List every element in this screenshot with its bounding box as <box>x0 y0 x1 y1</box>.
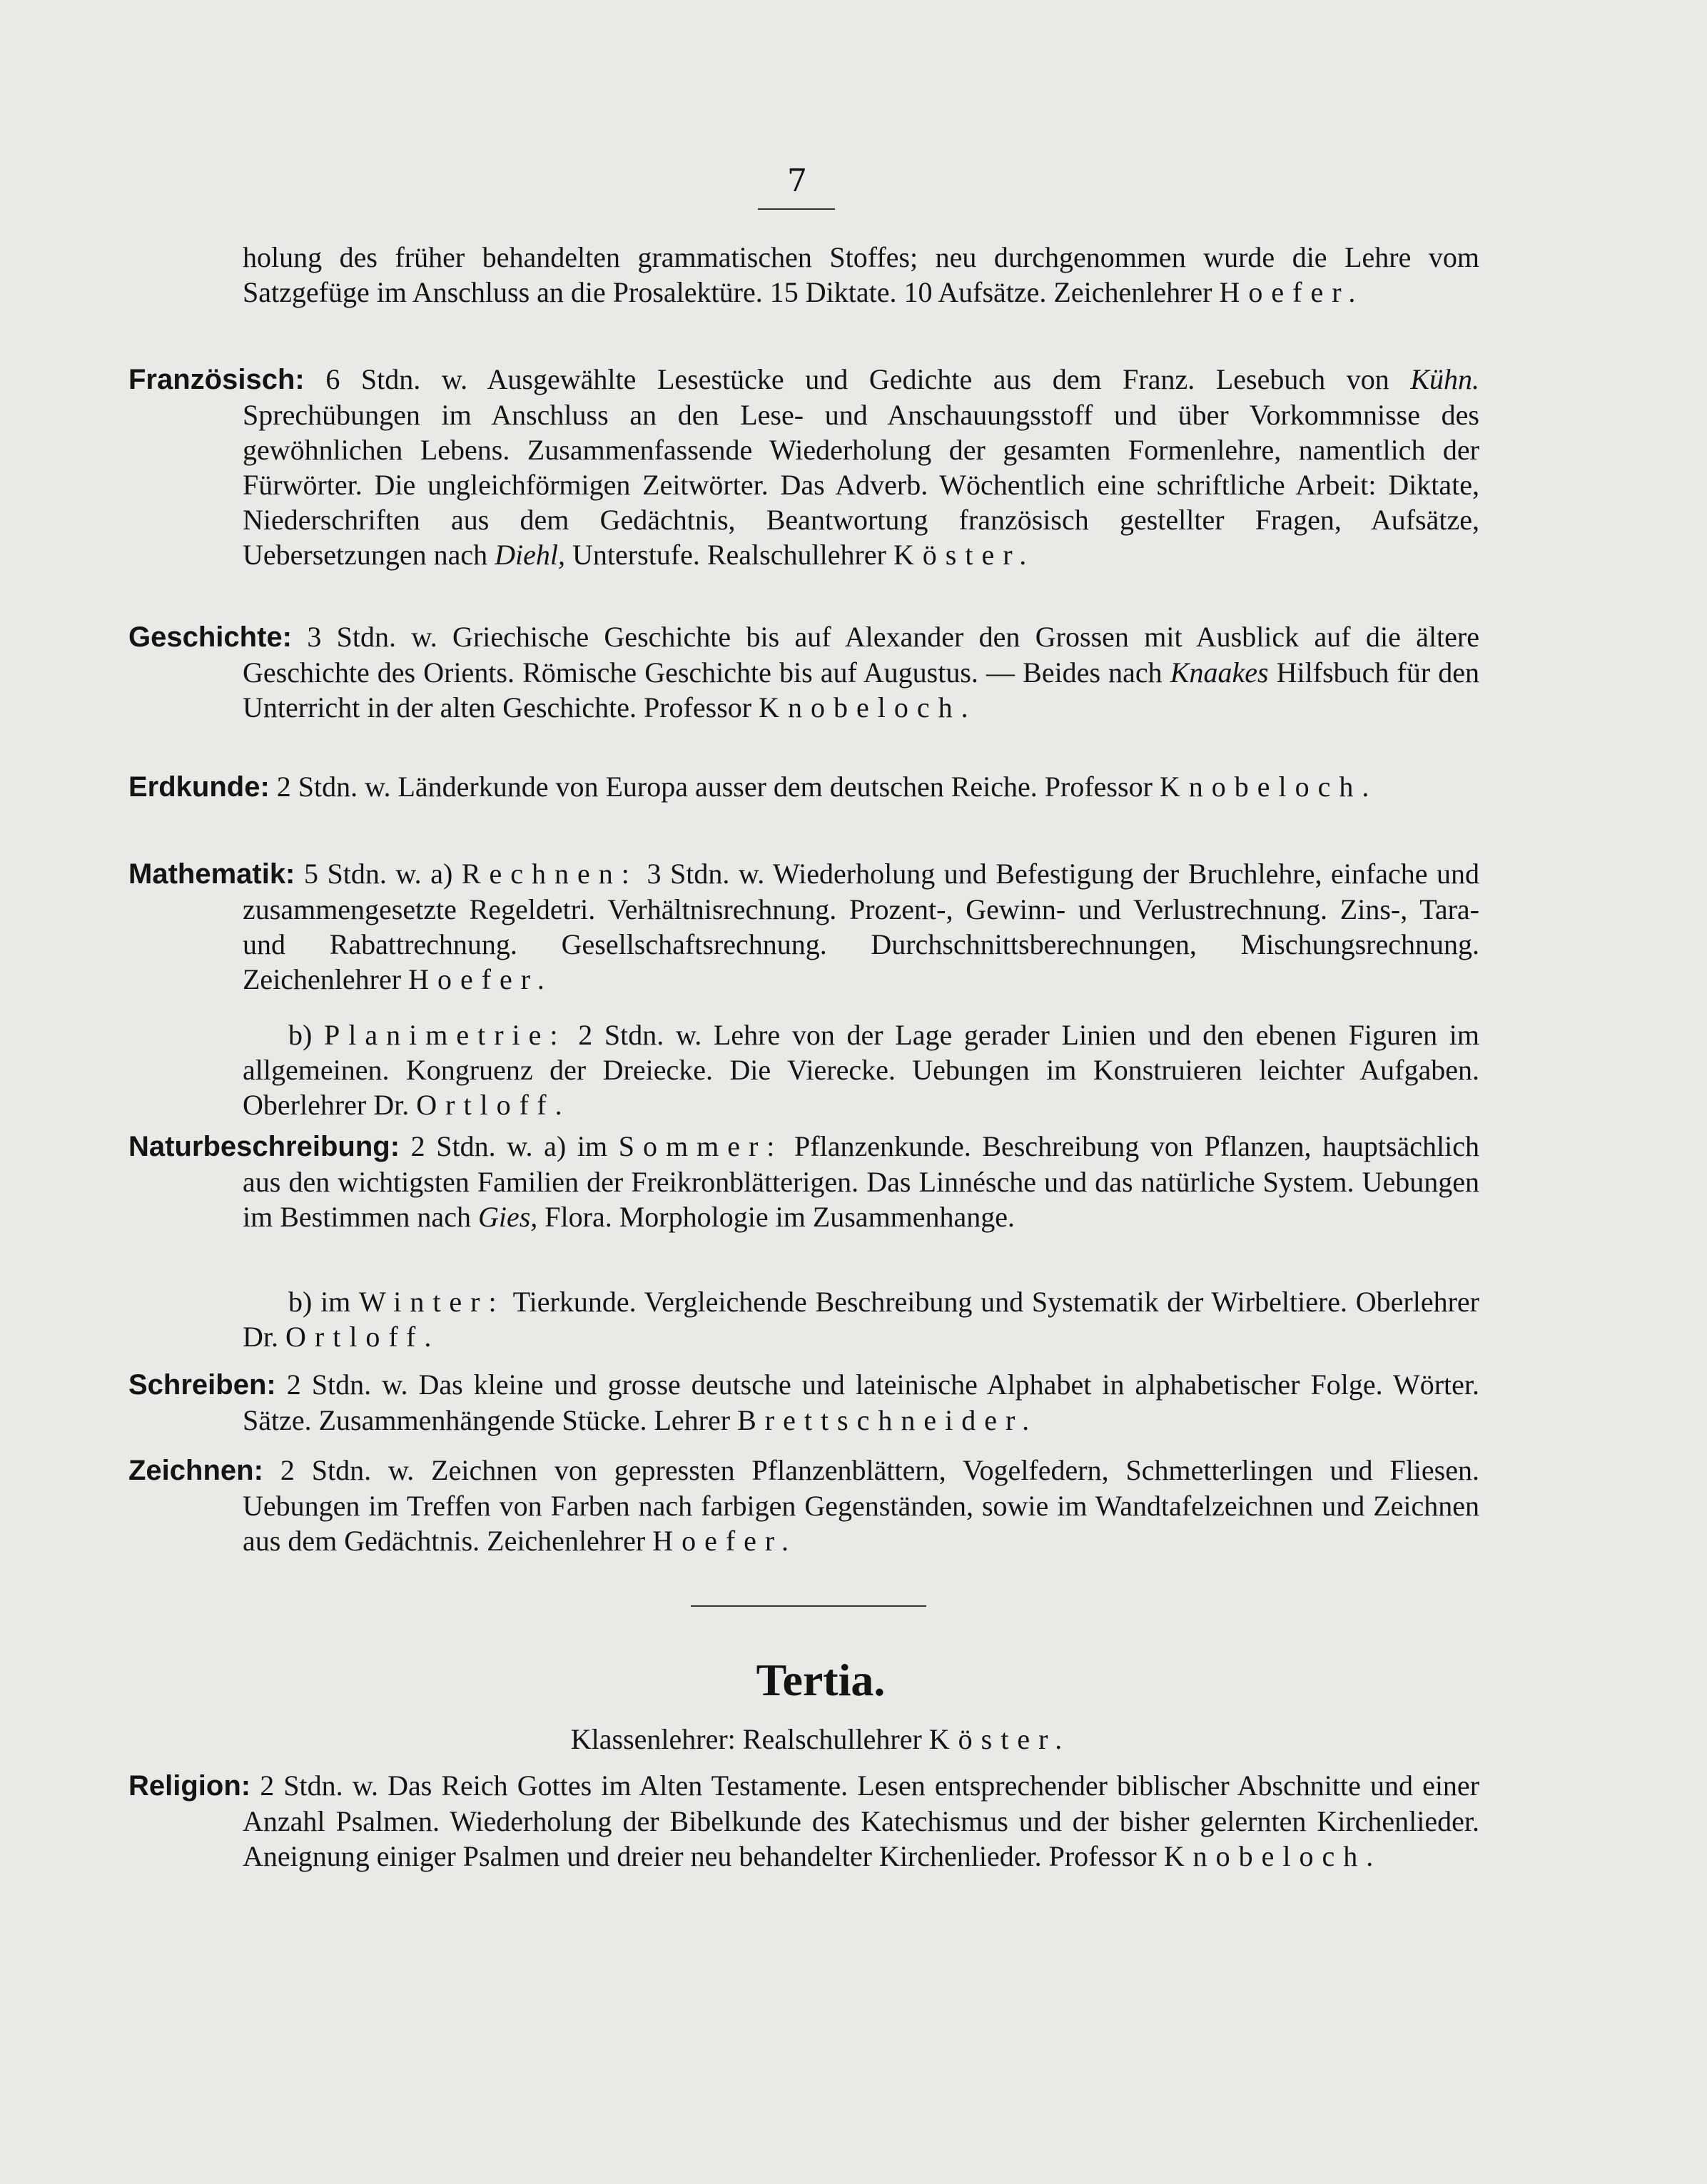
klassenlehrer-line <box>500 1722 1142 1756</box>
section-mathematik <box>128 856 1479 997</box>
section-text: Sprechübungen im Anschluss an den Lese- und Anschauungsstoff und über Vorkommnisse des gewöhnlichen Lebens. Zusammenfassende Wiederholung der gesamten Formenlehre, namentlich der Fürwörter. Die ungleichförmigen Zeitwörter. Das Adverb. Wöchentlich eine schriftliche Arbeit: Diktate, Niederschriften aus dem Gedächtnis, Beantwortung französisch gestellter Fragen, Aufsätze, Uebersetzungen nach <box>243 399 1479 571</box>
teacher-name: Ortloff. <box>416 1089 571 1121</box>
section-religion <box>128 1768 1480 1874</box>
section-text: 2 Stdn. w. Das kleine und grosse deutsche und lateinische Alphabet in alphabetischer Folge. Wörter. Sätze. Zusammenhängende Stücke. Lehrer <box>243 1368 1480 1436</box>
teacher-name: Ortloff. <box>285 1321 440 1353</box>
teacher-name: Hoefer. <box>1219 276 1364 308</box>
teacher-name: Köster. <box>928 1723 1071 1755</box>
book-author: Knaakes <box>1170 656 1269 689</box>
section-text: 2 Stdn. w. Länderkunde von Europa ausser dem deutschen Reiche. Professor <box>276 771 1153 803</box>
section-text: Hilfsbuch für den Unterricht in der alten Geschichte. Professor <box>243 656 1480 723</box>
section-heading: Naturbeschreibung: <box>128 1131 400 1162</box>
section-divider <box>691 1605 926 1607</box>
teacher-name: Knobeloch. <box>1159 771 1378 803</box>
book-author: Diehl, <box>495 539 566 571</box>
tertia-title: Tertia. <box>756 1655 886 1705</box>
subtopic-label: Sommer: <box>618 1130 784 1162</box>
section-text: 2 Stdn. w. a) im <box>410 1130 608 1162</box>
section-text: Pflanzenkunde. Beschreibung von Pflanzen, hauptsächlich aus den wichtigsten Familien der Freikronblätterigen. Das Linnésche und das natürliche System. Uebungen im Bestimmen nach <box>243 1130 1480 1233</box>
section-text: Unterstufe. Realschullehrer <box>572 539 886 571</box>
section-text: 3 Stdn. w. Griechische Geschichte bis auf Alexander den Grossen mit Ausblick auf die ältere Geschichte des Orients. Römische Geschichte bis auf Augustus. — Beides nach <box>243 621 1479 689</box>
section-text: 5 Stdn. w. a) <box>303 858 453 890</box>
section-heading: Religion: <box>128 1770 251 1802</box>
section-mathematik-planimetrie <box>243 1017 1479 1122</box>
section-naturbeschreibung-winter <box>243 1284 1479 1354</box>
teacher-name: Knobeloch. <box>759 691 977 723</box>
section-heading: Mathematik: <box>128 858 295 890</box>
page-number: 7 <box>787 163 807 199</box>
section-heading: Schreiben: <box>128 1369 276 1401</box>
section-text: 6 Stdn. w. Ausgewählte Lesestücke und Gedichte aus dem Franz. Lesebuch von <box>325 363 1389 395</box>
section-heading: Geschichte: <box>128 621 292 653</box>
section-text: 3 Stdn. w. Wiederholung und Befestigung der Bruchlehre, einfache und zusammengesetzte Regeldetri. Verhältnisrechnung. Prozent-, Gewinn- und Verlustrechnung. Zins-, Tara- und Rabattrechnung. Gesellschaftsrechnung. Durchschnittsberechnungen, Mischungsrechnung. Zeichenlehrer <box>243 858 1479 995</box>
teacher-name: Hoefer. <box>652 1525 798 1557</box>
section-heading: Erdkunde: <box>128 771 270 803</box>
subtopic-label: Winter: <box>359 1286 505 1318</box>
subtopic-label: Rechnen: <box>461 858 638 890</box>
teacher-name: Köster. <box>893 539 1035 571</box>
section-text: Tierkunde. Vergleichende Beschreibung und Systematik der Wirbeltiere. Oberlehrer Dr. <box>243 1286 1479 1353</box>
klassenlehrer-label: Klassenlehrer: Realschullehrer <box>570 1723 922 1755</box>
teacher-name: Hoefer. <box>408 963 553 995</box>
teacher-name: Brettschneider. <box>737 1404 1038 1436</box>
section-text: b) im <box>288 1286 351 1318</box>
intro-text: holung des früher behandelten grammatischen Stoffes; neu durchgenommen wurde die Lehre vom Satzgefüge im Anschluss an die Prosalektüre. 15 Diktate. 10 Aufsätze. Zeichenlehrer <box>243 241 1479 308</box>
section-text: b) <box>288 1019 313 1051</box>
section-text: 2 Stdn. w. Das Reich Gottes im Alten Testamente. Lesen entsprechender biblischer Abschnitte und einer Anzahl Psalmen. Wiederholung der Bibelkunde des Katechismus und der bisher gelernten Kirchenlieder. Aneignung einiger Psalmen und dreier neu behandelter Kirchenlieder. Professor <box>243 1769 1480 1872</box>
section-zeichnen <box>128 1453 1479 1558</box>
section-heading: Zeichnen: <box>128 1455 263 1486</box>
section-text: 2 Stdn. w. Zeichnen von gepressten Pflanzenblättern, Vogelfedern, Schmetterlingen und Fliesen. Uebungen im Treffen von Farben nach farbigen Gegenständen, sowie im Wandtafelzeichnen und Zeichnen aus dem Gedächtnis. Zeichenlehrer <box>243 1454 1479 1557</box>
section-geschichte <box>128 619 1480 725</box>
section-erdkunde <box>128 769 1479 805</box>
section-schreiben <box>128 1367 1480 1438</box>
section-franzoesisch <box>128 362 1479 572</box>
page-number-rule <box>758 208 835 210</box>
subtopic-label: Planimetrie: <box>324 1019 567 1051</box>
section-heading: Französisch: <box>128 364 305 395</box>
book-author: Gies, <box>477 1201 538 1233</box>
intro-paragraph <box>243 240 1479 310</box>
section-text: 2 Stdn. w. Lehre von der Lage gerader Linien und den ebenen Figuren im allgemeinen. Kongruenz der Dreiecke. Die Vierecke. Uebungen im Konstruieren leichter Aufgaben. Oberlehrer Dr. <box>243 1019 1480 1121</box>
section-naturbeschreibung <box>128 1129 1480 1234</box>
section-text: Flora. Morphologie im Zusammenhange. <box>544 1201 1015 1233</box>
book-author: Kühn. <box>1410 363 1479 395</box>
teacher-name: Knobeloch. <box>1163 1840 1382 1872</box>
